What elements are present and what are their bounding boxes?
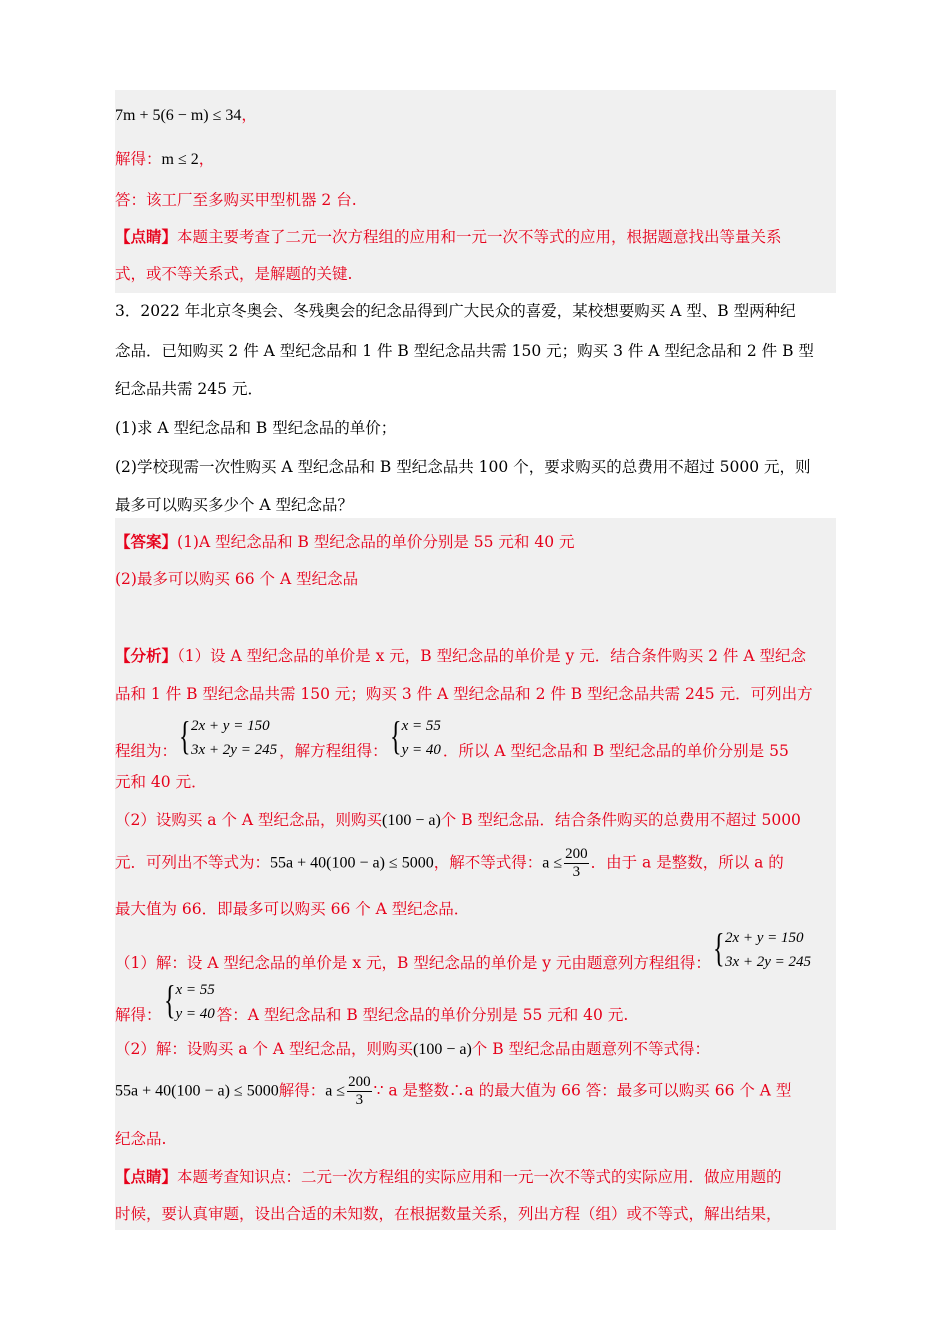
question-part-2-line-1: (2)学校现需一次性购买 A 型纪念品和 B 型纪念品共 100 个，要求购买的总费用不超过 5000 元，则 <box>115 458 811 476</box>
question-line-2: 念品．已知购买 2 件 A 型纪念品和 1 件 B 型纪念品共需 150 元；购买 3 件 A 型纪念品和 2 件 B 型 <box>115 342 814 360</box>
solution-line-5: 纪念品. <box>115 1130 167 1148</box>
solution-line-3: （2）解：设购买 a 个 A 型纪念品，则购买(100 − a)个 B 型纪念品由题意列不等式得： <box>115 1040 711 1058</box>
question-part-1: (1)求 A 型纪念品和 B 型纪念品的单价； <box>115 419 397 437</box>
final-comment-line-1: 【点睛】本题考查知识点：二元一次方程组的实际应用和一元一次不等式的实际应用．做应用题的 <box>115 1167 782 1186</box>
comment-line-1: 【点睛】本题主要考查了二元一次方程组的应用和一元一次不等式的应用，根据题意找出等量关系 <box>115 227 782 246</box>
analysis-line-3: 程组为： { 2x + y = 150 3x + 2y = 245 ，解方程组得： { x = 55 y = 40 ．所以 A 型纪念品和 B 型纪念品的单价分别是 55 <box>115 713 789 760</box>
answer-line-1: 【答案】(1)A 型纪念品和 B 型纪念品的单价分别是 55 元和 40 元 <box>115 532 575 551</box>
fraction-200-over-3-solution: $\frac{200}{3}$ <box>348 1074 371 1108</box>
question-block <box>115 300 836 520</box>
inequality-math: 7m + 5(6 − m) ≤ 34 <box>115 107 242 124</box>
answer-line-2: (2)最多可以购买 66 个 A 型纪念品 <box>115 570 359 588</box>
previous-solution-block <box>115 90 836 293</box>
equation-system-3: { 2x + y = 150 3x + 2y = 245 <box>712 925 811 970</box>
equation-system-1: { 2x + y = 150 3x + 2y = 245 <box>179 713 278 758</box>
solve-line: 解得：m ≤ 2， <box>115 150 215 168</box>
solution-line-4: 55a + 40(100 − a) ≤ 5000解得：a ≤ $\frac{200}{3}$ ∵ a 是整数∴a 的最大值为 66 答：最多可以购买 66 个 A 型 <box>115 1074 792 1108</box>
solution-line-2: 解得： { x = 55 y = 40 答：A 型纪念品和 B 型纪念品的单价分别是 55 元和 40 元. <box>115 977 629 1024</box>
question-line-1: 3．2022 年北京冬奥会、冬残奥会的纪念品得到广大民众的喜爱，某校想要购买 A 型、B 型两种纪 <box>115 302 796 320</box>
solution-block <box>115 518 836 1230</box>
analysis-line-4: 元和 40 元． <box>115 773 207 791</box>
equation-system-4: { x = 55 y = 40 <box>163 977 215 1022</box>
analysis-line-5: （2）设购买 a 个 A 型纪念品，则购买(100 − a)个 B 型纪念品．结合条件购买的总费用不超过 5000 <box>115 811 801 829</box>
analysis-line-7: 最大值为 66．即最多可以购买 66 个 A 型纪念品． <box>115 900 470 918</box>
answer-line: 答：该工厂至多购买甲型机器 2 台. <box>115 191 357 209</box>
question-line-3: 纪念品共需 245 元． <box>115 380 263 398</box>
analysis-line-2: 品和 1 件 B 型纪念品共需 150 元；购买 3 件 A 型纪念品和 2 件 B 型纪念品共需 245 元．可列出方 <box>115 685 813 703</box>
inequality-line: 7m + 5(6 − m) ≤ 34， <box>115 106 257 124</box>
fraction-200-over-3: $\frac{200}{3}$ <box>565 846 588 880</box>
final-comment-line-2: 时候，要认真审题，设出合适的未知数，在根据数量关系，列出方程（组）或不等式，解出结果， <box>115 1205 782 1223</box>
analysis-line-6: 元．可列出不等式为：55a + 40(100 − a) ≤ 5000，解不等式得：a ≤ $\frac{200}{3}$ ．由于 a 是整数，所以 a 的 <box>115 846 784 880</box>
question-part-2-line-2: 最多可以购买多少个 A 型纪念品？ <box>115 496 354 514</box>
equation-system-2: { x = 55 y = 40 <box>389 713 441 758</box>
comment-line-2: 式，或不等关系式，是解题的关键. <box>115 265 353 283</box>
solution-line-1: （1）解：设 A 型纪念品的单价是 x 元，B 型纪念品的单价是 y 元由题意列方程组得： { 2x + y = 150 3x + 2y = 245 <box>115 925 811 972</box>
analysis-line-1: 【分析】（1）设 A 型纪念品的单价是 x 元，B 型纪念品的单价是 y 元．结合条件购买 2 件 A 型纪念 <box>115 646 806 665</box>
